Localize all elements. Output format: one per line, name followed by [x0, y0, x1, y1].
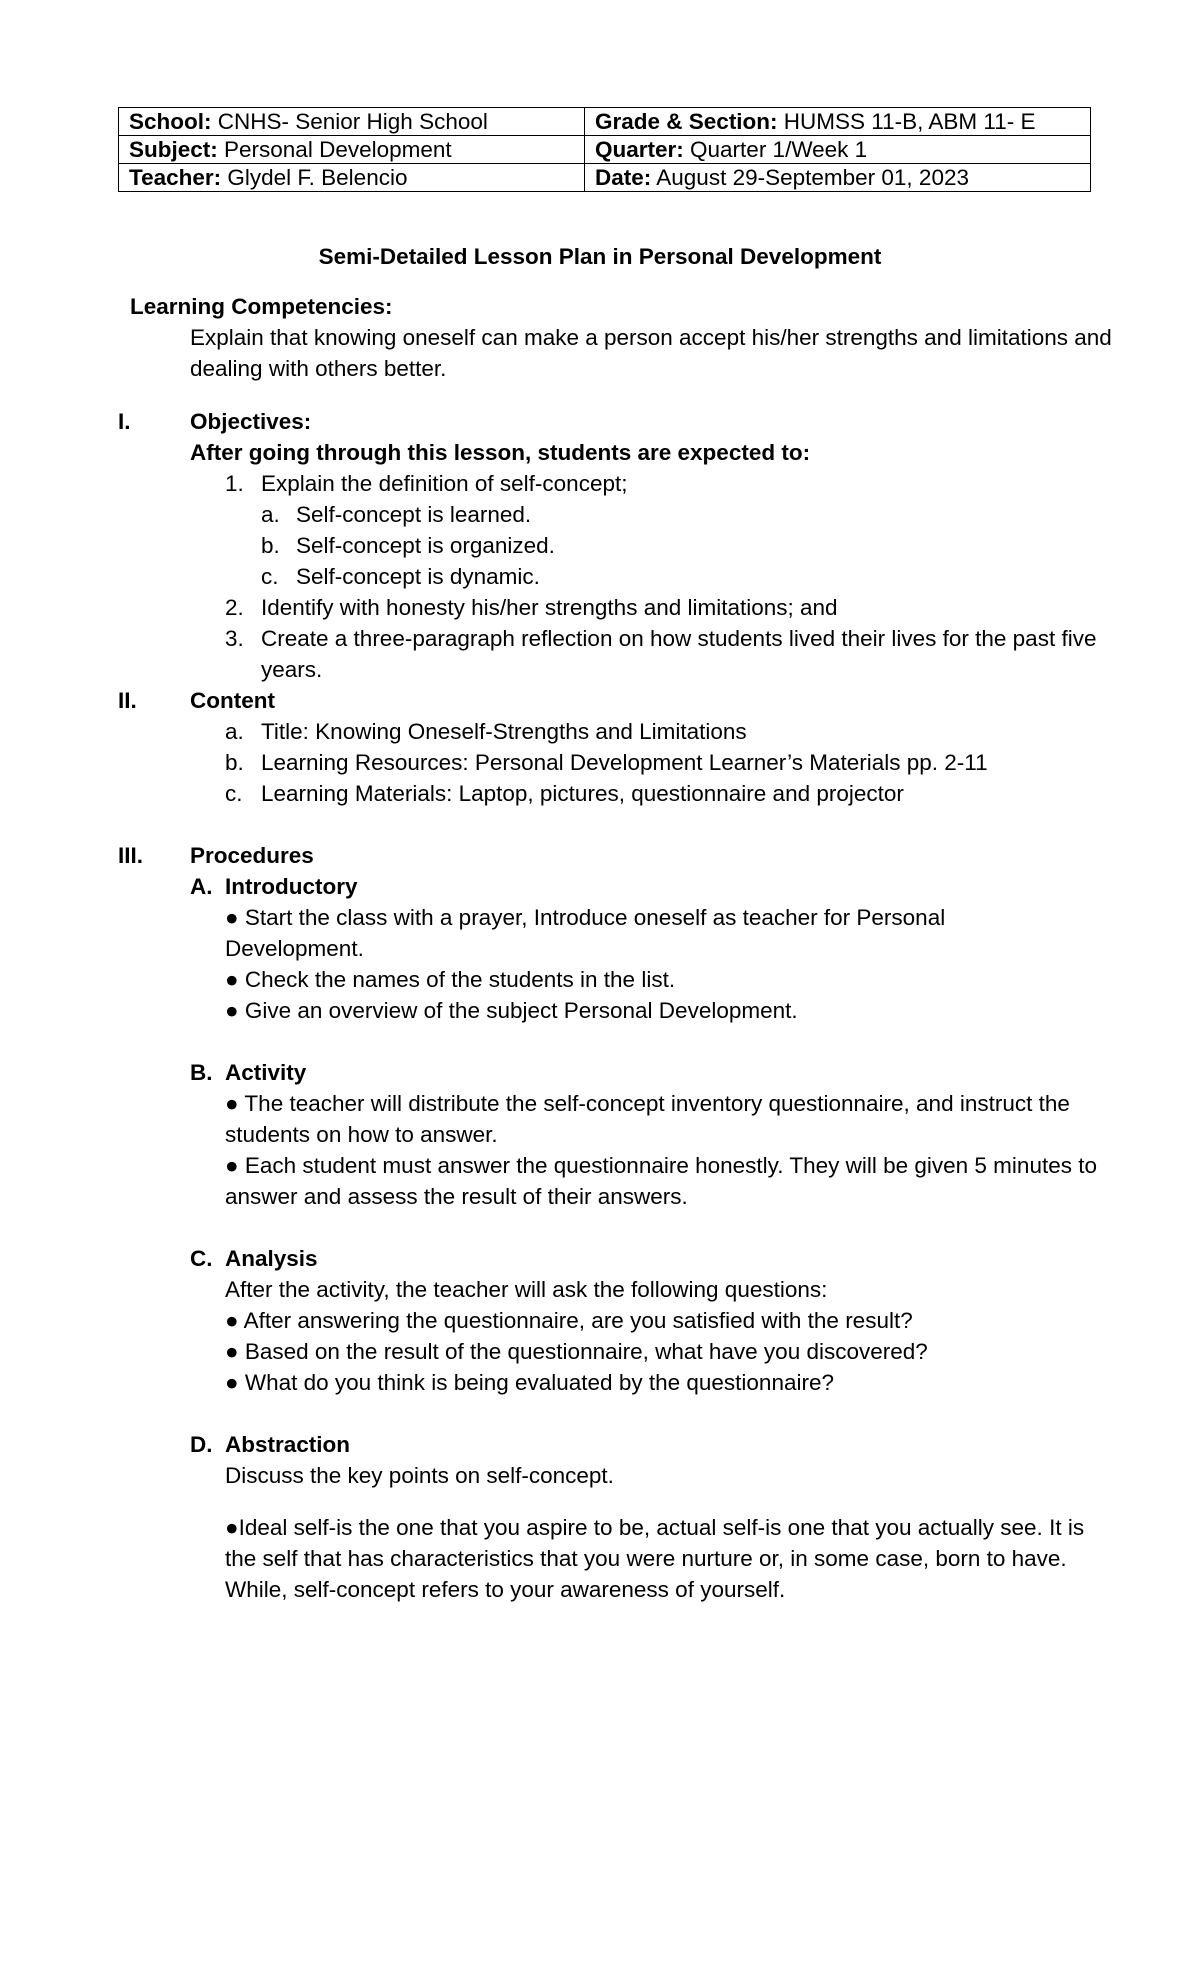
- abstraction-intro: Discuss the key points on self-concept.: [225, 1463, 614, 1488]
- section-label: C.: [190, 1246, 213, 1271]
- procedures-numeral: III.: [118, 843, 144, 868]
- list-item: Identify with honesty his/her strengths and limitations; and: [261, 595, 838, 620]
- date-cell: [585, 164, 1091, 192]
- list-item-letter: a.: [261, 502, 280, 527]
- list-item: ● Give an overview of the subject Personal Development.: [225, 998, 798, 1023]
- competencies-heading: Learning Competencies:: [130, 294, 393, 319]
- table-row: [119, 164, 1091, 192]
- objectives-numeral: I.: [118, 409, 131, 434]
- introductory-heading: Introductory: [225, 874, 358, 899]
- school-value: CNHS- Senior High School: [211, 109, 488, 134]
- procedures-heading: Procedures: [190, 843, 314, 868]
- section-label: A.: [190, 874, 213, 899]
- subject-label: Subject:: [129, 137, 218, 162]
- grade-label: Grade & Section:: [595, 109, 778, 134]
- content-heading: Content: [190, 688, 275, 713]
- date-label: Date:: [595, 165, 652, 190]
- date-value: August 29-September 01, 2023: [651, 165, 969, 190]
- table-row: [119, 136, 1091, 164]
- content-numeral: II.: [118, 688, 137, 713]
- list-item: ● Check the names of the students in the list.: [225, 967, 676, 992]
- list-item: Self-concept is dynamic.: [296, 564, 540, 589]
- objectives-heading: Objectives:: [190, 409, 312, 434]
- list-item-letter: a.: [225, 719, 244, 744]
- list-item-letter: b.: [225, 750, 244, 775]
- school-cell: [119, 108, 585, 136]
- list-item: Create a three-paragraph reflection on how students lived their lives for the past five years.: [261, 626, 1097, 682]
- objectives-intro: After going through this lesson, students are expected to:: [190, 440, 811, 465]
- list-item-letter: c.: [261, 564, 279, 589]
- analysis-intro: After the activity, the teacher will ask the following questions:: [225, 1277, 828, 1302]
- list-item: Self-concept is organized.: [296, 533, 555, 558]
- list-item-number: 2.: [225, 595, 244, 620]
- list-item: Explain the definition of self-concept;: [261, 471, 628, 496]
- teacher-cell: [119, 164, 585, 192]
- quarter-value: Quarter 1/Week 1: [683, 137, 868, 162]
- abstraction-heading: Abstraction: [225, 1432, 351, 1457]
- list-item: ● Start the class with a prayer, Introduce oneself as teacher for Personal Development.: [225, 905, 946, 961]
- competencies-text: Explain that knowing oneself can make a person accept his/her strengths and limitations and dealing with others better.: [190, 325, 1112, 381]
- analysis-heading: Analysis: [225, 1246, 318, 1271]
- list-item: ● What do you think is being evaluated by the questionnaire?: [225, 1370, 834, 1395]
- list-item-number: 3.: [225, 626, 244, 651]
- page-title: Semi-Detailed Lesson Plan in Personal Development: [318, 244, 882, 269]
- list-item: Learning Resources: Personal Development Learner’s Materials pp. 2-11: [261, 750, 988, 775]
- list-item: ● The teacher will distribute the self-concept inventory questionnaire, and instruct the students on how to answer.: [225, 1091, 1070, 1147]
- quarter-label: Quarter:: [595, 137, 684, 162]
- list-item: ● Each student must answer the questionnaire honestly. They will be given 5 minutes to answer and assess the result of their answers.: [225, 1153, 1097, 1209]
- school-label: School:: [129, 109, 212, 134]
- section-label: D.: [190, 1432, 213, 1457]
- list-item-letter: c.: [225, 781, 243, 806]
- list-item: Learning Materials: Laptop, pictures, questionnaire and projector: [261, 781, 904, 806]
- activity-heading: Activity: [225, 1060, 307, 1085]
- table-row: [119, 108, 1091, 136]
- teacher-label: Teacher:: [129, 165, 222, 190]
- grade-value: HUMSS 11-B, ABM 11- E: [777, 109, 1036, 134]
- abstraction-paragraph: ●Ideal self-is the one that you aspire to be, actual self-is one that you actually see. It is the self that has characteristics that you were nurture or, in some case, born to have. While, self-concept refers to your awareness of yourself.: [225, 1515, 1085, 1602]
- quarter-cell: [585, 136, 1091, 164]
- list-item: Title: Knowing Oneself-Strengths and Limitations: [261, 719, 747, 744]
- list-item: ● After answering the questionnaire, are you satisfied with the result?: [225, 1308, 913, 1333]
- header-info-table: [118, 107, 1091, 192]
- subject-cell: [119, 136, 585, 164]
- teacher-value: Glydel F. Belencio: [221, 165, 408, 190]
- list-item: Self-concept is learned.: [296, 502, 532, 527]
- list-item: ● Based on the result of the questionnaire, what have you discovered?: [225, 1339, 928, 1364]
- list-item-number: 1.: [225, 471, 244, 496]
- list-item-letter: b.: [261, 533, 280, 558]
- subject-value: Personal Development: [217, 137, 452, 162]
- section-label: B.: [190, 1060, 213, 1085]
- grade-section-cell: [585, 108, 1091, 136]
